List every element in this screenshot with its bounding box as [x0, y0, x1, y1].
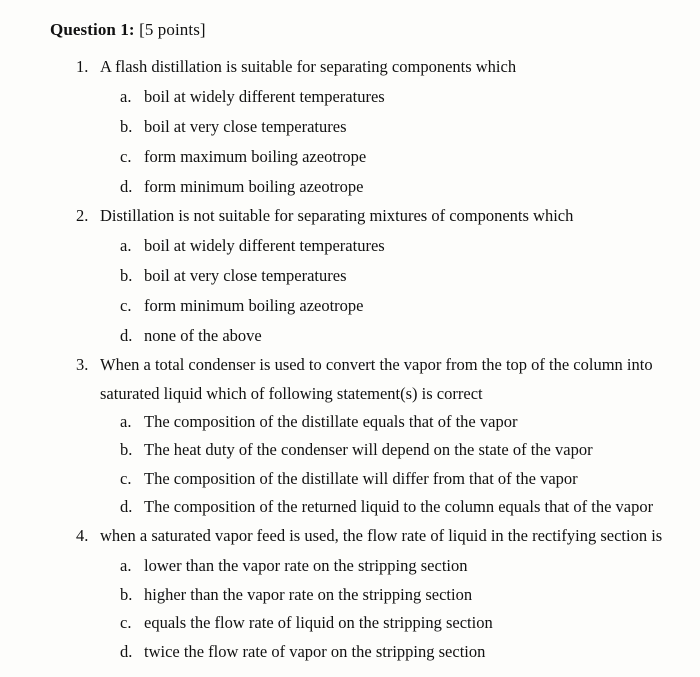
- option-1c: [120, 147, 366, 167]
- question-text: A flash distillation is suitable for separating components which: [100, 57, 517, 76]
- option-text: boil at very close temperatures: [144, 266, 347, 285]
- option-letter: c.: [120, 613, 132, 632]
- option-text: form minimum boiling azeotrope: [144, 296, 364, 315]
- question-2: [76, 206, 573, 226]
- option-2d: [120, 326, 262, 346]
- option-text: boil at widely different temperatures: [144, 87, 385, 106]
- option-text: twice the flow rate of vapor on the stripping section: [144, 642, 486, 661]
- question-3-continuation: saturated liquid which of following statement(s) is correct: [100, 384, 483, 403]
- option-letter: d.: [120, 642, 133, 661]
- option-text: form maximum boiling azeotrope: [144, 147, 367, 166]
- question-text: When a total condenser is used to convert the vapor from the top of the column into: [100, 355, 653, 374]
- option-1b: [120, 117, 347, 137]
- option-letter: c.: [120, 296, 132, 315]
- option-text: lower than the vapor rate on the stripping section: [144, 556, 468, 575]
- option-letter: d.: [120, 326, 133, 345]
- question-3: [76, 355, 653, 375]
- option-letter: a.: [120, 236, 132, 255]
- option-letter: a.: [120, 412, 132, 431]
- option-2b: [120, 266, 347, 286]
- option-letter: d.: [120, 177, 133, 196]
- heading-label: Question 1:: [50, 20, 135, 39]
- option-text: higher than the vapor rate on the stripping section: [144, 585, 473, 604]
- option-text: The composition of the returned liquid to the column equals that of the vapor: [144, 497, 654, 516]
- question-number: 1.: [76, 57, 89, 76]
- option-text: none of the above: [144, 326, 262, 345]
- question-number: 3.: [76, 355, 89, 374]
- question-heading: [50, 20, 206, 40]
- option-text: The heat duty of the condenser will depend on the state of the vapor: [144, 440, 593, 459]
- option-text: The composition of the distillate equals that of the vapor: [144, 412, 518, 431]
- option-letter: b.: [120, 585, 133, 604]
- option-text: boil at widely different temperatures: [144, 236, 385, 255]
- option-4a: [120, 556, 468, 576]
- option-3a: [120, 412, 517, 432]
- question-4: [76, 526, 662, 546]
- option-letter: b.: [120, 440, 133, 459]
- question-number: 2.: [76, 206, 89, 225]
- option-text: The composition of the distillate will differ from that of the vapor: [144, 469, 578, 488]
- option-letter: b.: [120, 266, 133, 285]
- option-4c: [120, 613, 493, 633]
- option-3b: [120, 440, 593, 460]
- question-text: when a saturated vapor feed is used, the flow rate of liquid in the rectifying section is: [100, 526, 663, 545]
- option-4b: [120, 585, 472, 605]
- option-3d: [120, 497, 653, 517]
- option-letter: d.: [120, 497, 133, 516]
- heading-points: [5 points]: [139, 20, 206, 39]
- question-text: Distillation is not suitable for separating mixtures of components which: [100, 206, 574, 225]
- option-2c: [120, 296, 364, 316]
- option-text: boil at very close temperatures: [144, 117, 347, 136]
- option-1d: [120, 177, 364, 197]
- question-number: 4.: [76, 526, 89, 545]
- question-1: [76, 57, 516, 77]
- option-letter: a.: [120, 556, 132, 575]
- option-1a: [120, 87, 385, 107]
- option-4d: [120, 642, 485, 662]
- option-text: equals the flow rate of liquid on the stripping section: [144, 613, 493, 632]
- option-letter: b.: [120, 117, 133, 136]
- option-letter: c.: [120, 147, 132, 166]
- option-letter: a.: [120, 87, 132, 106]
- option-2a: [120, 236, 385, 256]
- option-text: form minimum boiling azeotrope: [144, 177, 364, 196]
- option-3c: [120, 469, 578, 489]
- option-letter: c.: [120, 469, 132, 488]
